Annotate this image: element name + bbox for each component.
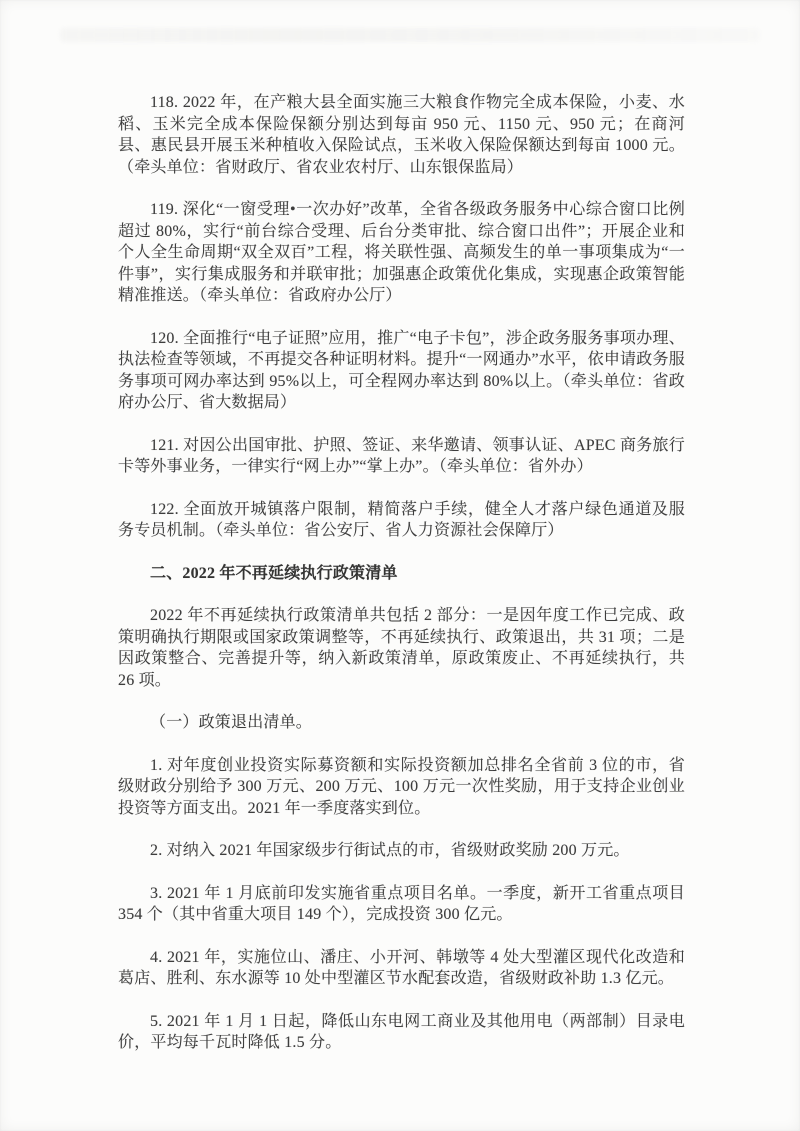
policy-item-121: 121. 对因公出国审批、护照、签证、来华邀请、领事认证、APEC 商务旅行卡等外事业务，一律实行“网上办”“掌上办”。（牵头单位：省外办） [118, 436, 685, 475]
policy-item-122: 122. 全面放开城镇落户限制，精简落户手续，健全人才落户绿色通道及服务专员机制。（牵头单位：省公安厅、省人力资源社会保障厅） [118, 500, 685, 539]
policy-item-119: 119. 深化“一窗受理•一次办好”改革，全省各级政务服务中心综合窗口比例超过 80%，实行“前台综合受理、后台分类审批、综合窗口出件”；开展企业和个人全生命周期“双全双百”工程，将关联性强、高频发生的单一事项集成为“一件事”，实行集成服务和并联审批；加强惠企政策优化集成，实现惠企政策智能精准推送。（牵头单位：省政府办公厅） [118, 201, 685, 304]
subsection-heading: （一）政策退出清单。 [150, 714, 313, 731]
exit-list-item-2: 2. 对纳入 2021 年国家级步行街试点的市，省级财政奖励 200 万元。 [150, 842, 630, 859]
policy-item-120: 120. 全面推行“电子证照”应用，推广“电子卡包”，涉企政务服务事项办理、执法检查等领域，不再提交各种证明材料。提升“一网通办”水平，依申请政务服务事项可网办率达到 95%以上，可全程网办率达到 80%以上。（牵头单位：省政府办公厅、省大数据局） [118, 329, 685, 411]
document-content [118, 92, 685, 1075]
section-intro: 2022 年不再延续执行政策清单共包括 2 部分：一是因年度工作已完成、政策明确执行期限或国家政策调整等，不再延续执行、政策退出，共 31 项；二是因政策整合、完善提升等，纳入新政策清单，原政策废止、不再延续执行，共 26 项。 [118, 607, 685, 689]
exit-list-item-3: 3. 2021 年 1 月底前印发实施省重点项目名单。一季度，新开工省重点项目 354 个（其中省重大项目 149 个），完成投资 300 亿元。 [118, 884, 685, 923]
exit-list-item-4: 4. 2021 年，实施位山、潘庄、小开河、韩墩等 4 处大型灌区现代化改造和葛店、胜利、东水源等 10 处中型灌区节水配套改造，省级财政补助 1.3 亿元。 [118, 948, 685, 987]
exit-list-item-5: 5. 2021 年 1 月 1 日起，降低山东电网工商业及其他用电（两部制）目录电价，平均每千瓦时降低 1.5 分。 [118, 1012, 685, 1051]
scan-artifact [60, 28, 760, 42]
section-heading: 二、2022 年不再延续执行政策清单 [150, 564, 398, 582]
policy-item-118: 118. 2022 年，在产粮大县全面实施三大粮食作物完全成本保险，小麦、水稻、玉米完全成本保险保额分别达到每亩 950 元、1150 元、950 元；在商河县、惠民县开展玉米种植收入保险试点，玉米收入保险保额达到每亩 1000 元。（牵头单位：省财政厅、省农业农村厅、山东银保监局） [118, 94, 685, 176]
exit-list-item-1: 1. 对年度创业投资实际募资额和实际投资额加总排名全省前 3 位的市，省级财政分别给予 300 万元、200 万元、100 万元一次性奖励，用于支持企业创业投资等方面支出。2021 年一季度落实到位。 [118, 756, 685, 817]
